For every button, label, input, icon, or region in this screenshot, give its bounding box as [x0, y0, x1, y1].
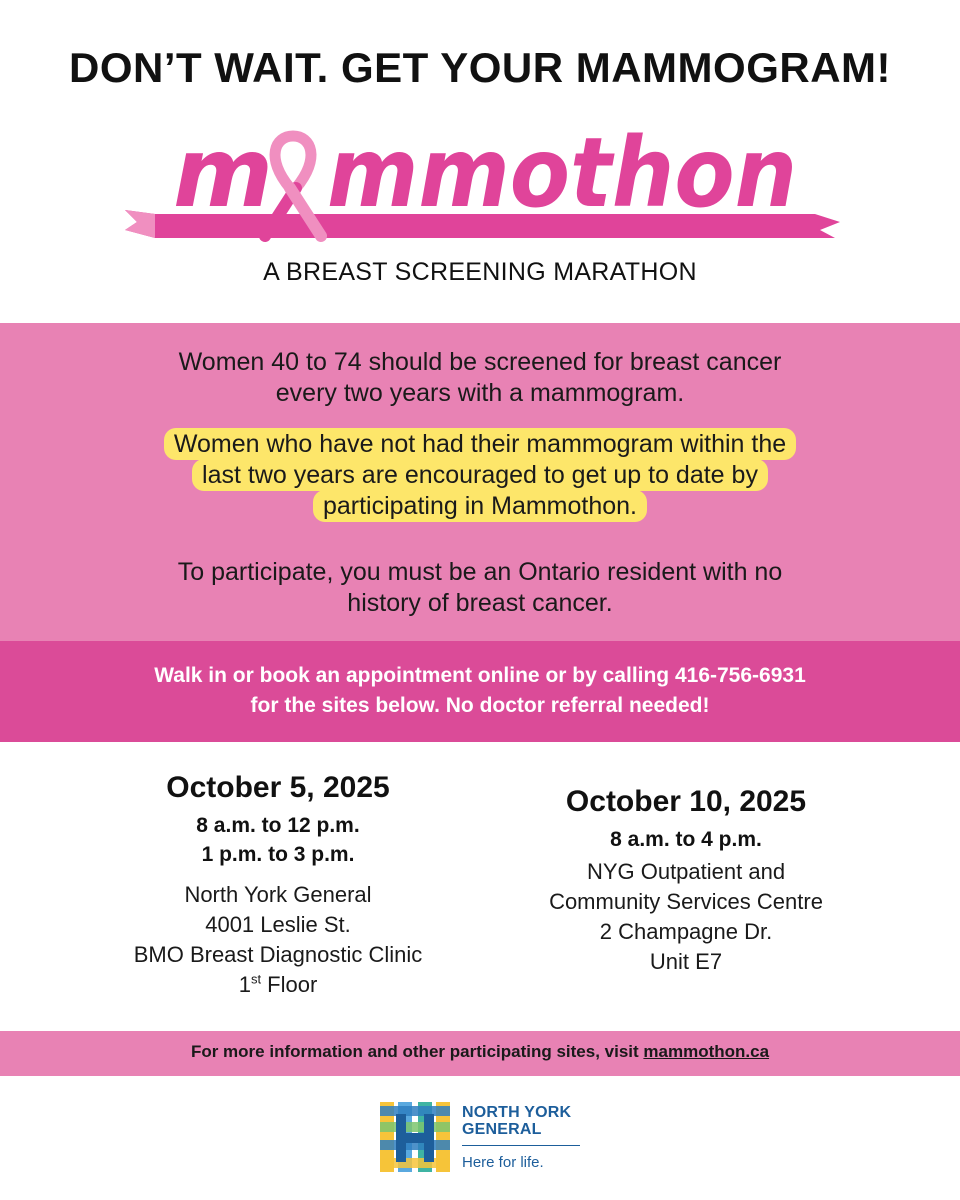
- footer-text: For more information and other participating sites, visit mammothon.ca: [190, 1042, 770, 1061]
- event-time: 1 p.m. to 3 p.m.: [201, 843, 355, 866]
- event-time: 8 a.m. to 4 p.m.: [610, 828, 762, 851]
- north-york-general-logo: [378, 1100, 598, 1176]
- event-date: October 10, 2025: [565, 785, 807, 818]
- booking-text: Walk in or book an appointment online or by calling 416-756-6931 for the sites below. No doctor referral needed!: [154, 664, 806, 717]
- org-tagline: Here for life.: [462, 1154, 544, 1171]
- event-october-10: [496, 784, 876, 977]
- info-section: [0, 323, 960, 641]
- mammothon-logo: [115, 118, 845, 248]
- booking-section: [0, 641, 960, 742]
- event-time: 8 a.m. to 12 p.m.: [196, 814, 360, 837]
- subtitle: A BREAST SCREENING MARATHON: [263, 258, 697, 286]
- mammothon-link[interactable]: mammothon.ca: [643, 1042, 770, 1061]
- highlighted-message: Women who have not had their mammogram within the last two years are encouraged to get up to date by participating in Mammothon.: [0, 429, 960, 522]
- footer-section: [0, 1031, 960, 1076]
- eligibility-note: To participate, you must be an Ontario resident with no history of breast cancer.: [177, 558, 783, 617]
- event-address: North York General 4001 Leslie St. BMO Breast Diagnostic Clinic 1st Floor: [88, 880, 468, 1000]
- nyg-grid-icon: [378, 1100, 452, 1174]
- logo-text-m: m: [173, 118, 274, 229]
- event-floor: 1st Floor: [238, 971, 318, 997]
- screening-guidance: Women 40 to 74 should be screened for breast cancer every two years with a mammogram.: [178, 348, 782, 407]
- event-date: October 5, 2025: [166, 771, 390, 804]
- divider: [462, 1145, 580, 1146]
- org-name: NORTH YORK GENERAL: [462, 1104, 572, 1138]
- event-october-5: [88, 770, 468, 1000]
- headline: DON’T WAIT. GET YOUR MAMMOGRAM!: [68, 44, 891, 91]
- logo-text-rest: mmothon: [327, 118, 797, 229]
- event-address: NYG Outpatient and Community Services Centre 2 Champagne Dr. Unit E7: [549, 859, 823, 974]
